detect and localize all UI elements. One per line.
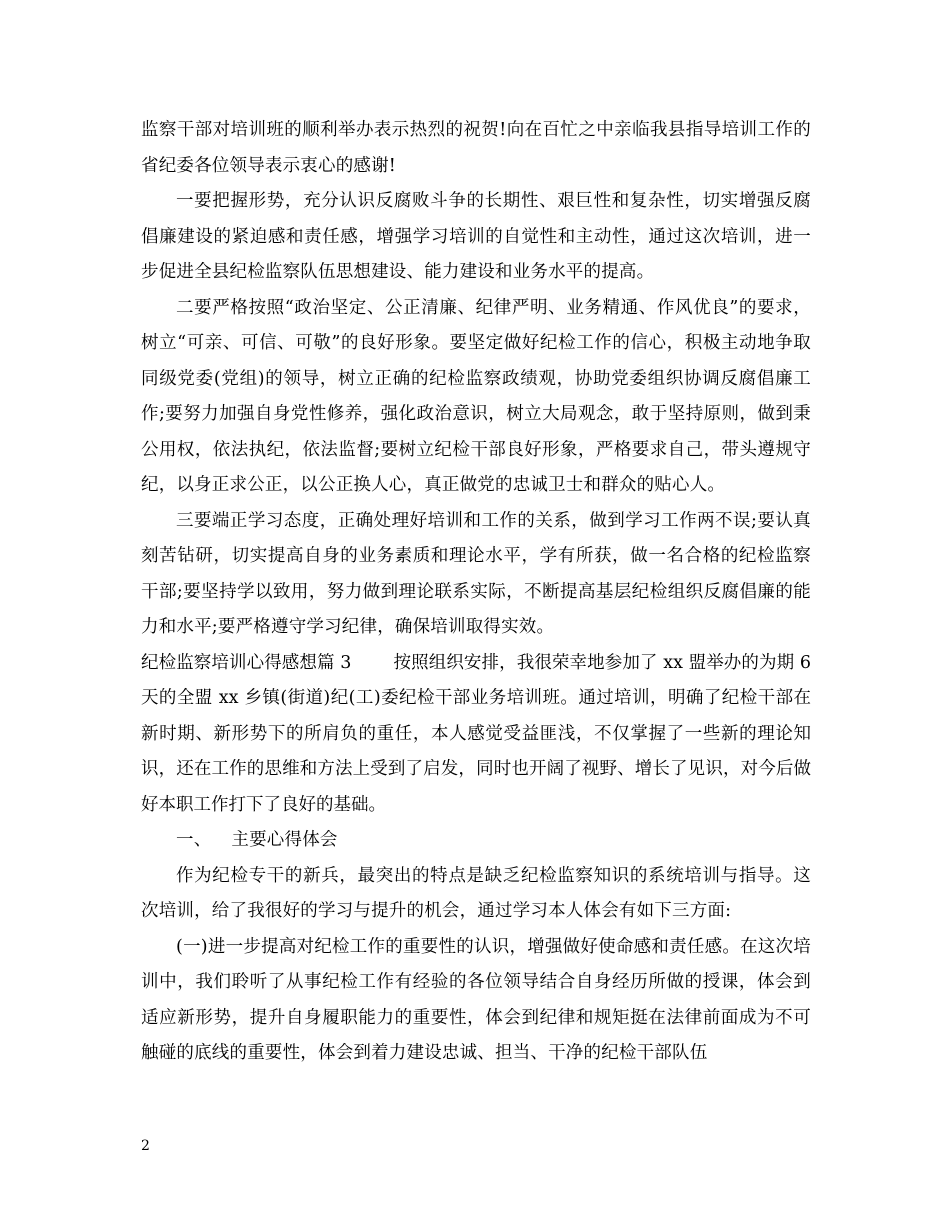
subheading-text: 主要心得体会	[231, 830, 338, 850]
paragraph-point-three: 三要端正学习态度，正确处理好培训和工作的关系，做到学习工作两不误;要认真刻苦钻研，切实提高自身的业务素质和理论水平，学有所获，做一名合格的纪检监察干部;要坚持学以致用，努力做到理论联系实际，不断提高基层纪检组织反腐倡廉的能力和水平;要严格遵守学习纪律，确保培训取得实效。	[141, 510, 811, 637]
section-title: 纪检监察培训心得感想篇 3	[141, 652, 352, 673]
paragraph-continuation: 监察干部对培训班的顺利举办表示热烈的祝贺!向在百忙之中亲临我县指导培训工作的省纪委各位领导表示衷心的感谢!	[141, 120, 811, 176]
paragraph-first-point: (一)进一步提高对纪检工作的重要性的认识，增强做好使命感和责任感。在这次培训中，我们聆听了从事纪检工作有经验的各位领导结合自身经历所做的授课，体会到适应新形势，提升自身履职能力的重要性，体会到纪律和规矩挺在法律前面成为不可触碰的底线的重要性，体会到着力建设忠诚、担当、干净的纪检干部队伍	[141, 936, 811, 1063]
document-body	[141, 113, 811, 1072]
subheading-number: 一、	[176, 830, 212, 850]
page-number: 2	[141, 1138, 150, 1154]
section-body: 按照组织安排，我很荣幸地参加了 xx 盟举办的为期 6 天的全盟 xx 乡镇(街道)纪(工)委纪检干部业务培训班。通过培训，明确了纪检干部在新时期、新形势下的所肩负的重任，本人感觉受益匪浅，不仅掌握了一些新的理论知识，还在工作的思维和方法上受到了启发，同时也开阔了视野、增长了见识，对今后做好本职工作打下了良好的基础。	[141, 652, 812, 815]
paragraph-point-one: 一要把握形势，充分认识反腐败斗争的长期性、艰巨性和复杂性，切实增强反腐倡廉建设的紧迫感和责任感，增强学习培训的自觉性和主动性，通过这次培训，进一步促进全县纪检监察队伍思想建设、能力建设和业务水平的提高。	[141, 191, 811, 282]
paragraph-newcomer: 作为纪检专干的新兵，最突出的特点是缺乏纪检监察知识的系统培训与指导。这次培训，给了我很好的学习与提升的机会，通过学习本人体会有如下三方面:	[141, 865, 811, 921]
section-heading-paragraph	[141, 646, 811, 824]
subheading	[141, 823, 811, 859]
paragraph-point-two: 二要严格按照“政治坚定、公正清廉、纪律严明、业务精通、作风优良”的要求，树立“可亲、可信、可敬”的良好形象。要坚定做好纪检工作的信心，积极主动地争取同级党委(党组)的领导，树立正确的纪检监察政绩观，协助党委组织协调反腐倡廉工作;要努力加强自身党性修养，强化政治意识，树立大局观念，敢于坚持原则，做到秉公用权，依法执纪，依法监督;要树立纪检干部良好形象，严格要求自己，带头遵规守纪，以身正求公正，以公正换人心，真正做党的忠诚卫士和群众的贴心人。	[141, 297, 811, 495]
